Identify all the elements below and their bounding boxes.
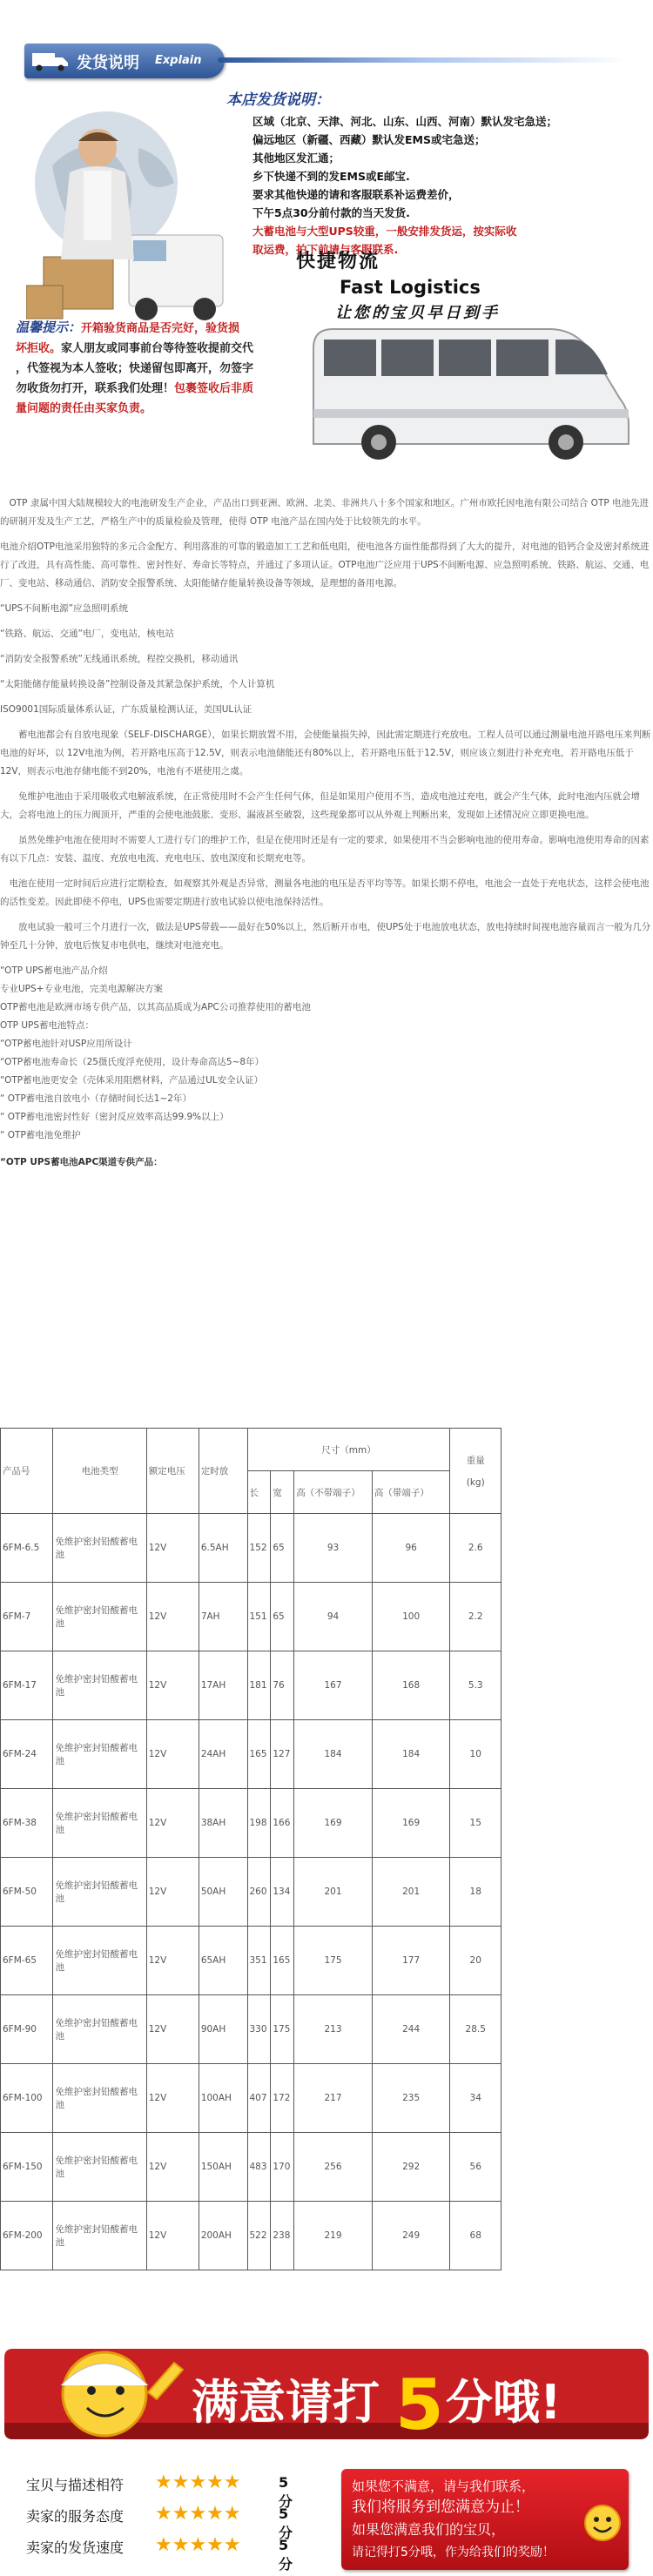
cell-weight: 28.5 <box>450 1995 502 2064</box>
cell-weight: 15 <box>450 1789 502 1858</box>
cell-height-no-term: 93 <box>294 1514 373 1583</box>
cell-height-term: 244 <box>372 1995 450 2064</box>
cell-voltage: 12V <box>146 2133 199 2202</box>
shipping-line: 要求其他快递的请和客服联系补运费差价， <box>252 188 460 201</box>
cell-type: 免维护密封铅酸蓄电池 <box>53 2133 146 2202</box>
cell-length: 351 <box>247 1927 271 1995</box>
cell-type: 免维护密封铅酸蓄电池 <box>53 1514 146 1583</box>
cell-height-term: 100 <box>372 1583 450 1651</box>
cell-height-no-term: 167 <box>294 1651 373 1720</box>
intro-line: 专业UPS+专业电池，完美电源解决方案 <box>0 984 163 994</box>
warm-tip-text: 坏拒收。 <box>16 342 62 355</box>
cell-weight: 2.6 <box>450 1514 502 1583</box>
van-illustration <box>305 322 636 461</box>
th-type: 电池类型 <box>53 1429 146 1514</box>
cell-width: 127 <box>271 1720 294 1789</box>
cell-height-no-term: 175 <box>294 1927 373 1995</box>
courier-illustration <box>26 87 226 331</box>
cell-type: 免维护密封铅酸蓄电池 <box>53 1651 146 1720</box>
rating-label: 卖家的服务态度 <box>26 2508 125 2525</box>
warm-tip-text: 开箱验货商品是否完好，验货损 <box>81 322 240 335</box>
cell-height-no-term: 94 <box>294 1583 373 1651</box>
cell-model: 6FM-90 <box>1 1995 53 2064</box>
cell-type: 免维护密封铅酸蓄电池 <box>53 1789 146 1858</box>
cell-height-no-term: 217 <box>294 2064 373 2133</box>
rating-score: 5分 <box>279 2474 293 2510</box>
rating-label: 卖家的发货速度 <box>26 2539 125 2556</box>
cell-width: 238 <box>271 2202 294 2270</box>
cell-length: 152 <box>247 1514 271 1583</box>
th-voltage: 额定电压 <box>146 1429 199 1514</box>
cell-voltage: 12V <box>146 1720 199 1789</box>
cell-height-no-term: 201 <box>294 1858 373 1927</box>
cell-height-no-term: 256 <box>294 2133 373 2202</box>
cell-weight: 18 <box>450 1858 502 1927</box>
th-weight-unit: (kg) <box>466 1477 485 1488</box>
shipping-line: 大蓄电池与大型UPS较重，一般安排发货运，按实际收 <box>252 225 517 238</box>
intro-line: OTP UPS蓄电池特点： <box>0 1020 95 1031</box>
intro-paragraph: 电池在使用一定时间后应进行定期检查，如观察其外观是否异常，测量各电池的电压是否平均等等。如果长期不停电，电池会一直处于充电状态，这样会使电池的活性变差。因此即使不停电，UPS也需要定期进行放电试验以使电池保持活性。 <box>0 878 650 907</box>
cell-length: 483 <box>247 2133 271 2202</box>
table-row <box>1 1789 502 1858</box>
intro-line: “OTP蓄电池针对USP应用所设计 <box>0 1039 132 1049</box>
rating-banner <box>0 2331 653 2453</box>
th-weight <box>450 1429 502 1514</box>
cell-height-no-term: 169 <box>294 1789 373 1858</box>
banner-text-a: 满意请打 <box>192 2375 380 2430</box>
cell-length: 407 <box>247 2064 271 2133</box>
warm-tip-text: ，代签视为本人签收；快递留包即离开，勿签字 <box>16 362 254 375</box>
shipping-line: 偏远地区（新疆、西藏）默认发EMS或宅急送； <box>252 133 486 146</box>
cell-model: 6FM-24 <box>1 1720 53 1789</box>
cell-capacity: 150AH <box>199 2133 247 2202</box>
cell-type: 免维护密封铅酸蓄电池 <box>53 2202 146 2270</box>
cell-model: 6FM-17 <box>1 1651 53 1720</box>
cell-height-term: 249 <box>372 2202 450 2270</box>
header-divider <box>218 57 627 63</box>
cell-length: 522 <box>247 2202 271 2270</box>
cell-length: 151 <box>247 1583 271 1651</box>
cell-model: 6FM-50 <box>1 1858 53 1927</box>
cell-width: 134 <box>271 1858 294 1927</box>
table-row <box>1 2202 502 2270</box>
cell-type: 免维护密封铅酸蓄电池 <box>53 1995 146 2064</box>
cell-weight: 2.2 <box>450 1583 502 1651</box>
rating-stars-icon: ★★★★★ <box>155 2534 241 2556</box>
cell-type: 免维护密封铅酸蓄电池 <box>53 1720 146 1789</box>
cell-type: 免维护密封铅酸蓄电池 <box>53 1858 146 1927</box>
intro-line: “ OTP蓄电池自放电小（存储时间长达1~2年） <box>0 1093 192 1104</box>
cell-weight: 10 <box>450 1720 502 1789</box>
banner-number: 5 <box>395 2364 444 2445</box>
rating-score: 5分 <box>279 2537 293 2573</box>
logistics-en: Fast Logistics <box>340 277 481 298</box>
intro-line: “ OTP蓄电池密封性好（密封反应效率高达99.9%以上） <box>0 1112 229 1122</box>
cell-length: 165 <box>247 1720 271 1789</box>
battery-spec-table <box>0 1428 502 2270</box>
intro-paragraph: “太阳能储存能量转换设备”控制设备及其紧急保护系统，个人计算机 <box>0 679 275 689</box>
cell-height-term: 184 <box>372 1720 450 1789</box>
cell-length: 181 <box>247 1651 271 1720</box>
cell-capacity: 24AH <box>199 1720 247 1789</box>
cell-voltage: 12V <box>146 1583 199 1651</box>
cell-length: 330 <box>247 1995 271 2064</box>
header-badge <box>24 44 225 78</box>
cell-width: 166 <box>271 1789 294 1858</box>
intro-paragraph: 免维护电池由于采用吸收式电解液系统，在正常使用时不会产生任何气体，但是如果用户使用不当，造成电池过充电，就会产生气体，此时电池内压就会增大，会将电池上的压力阀顶开，严重的会使电池鼓胀、变形、漏液甚至破裂，这些现象都可以从外观上判断出来，发现如上述情况应立即更换电池。 <box>0 791 640 820</box>
intro-paragraph: 电池介绍OTP电池采用独特的多元合金配方、利用落准的可靠的锻造加工工艺和低电阻，使电池各方面性能都得到了大大的提升，对电池的铅钙合金及密封系统进行了改进，具有高性能、高可靠性、密封性好、寿命长等特点，并通过了多项认证。OTP电池广泛应用于UPS不间断电源、应急照明系统、铁路、航运、交通、电厂、变电站、移动通信、消防安全报警系统、太阳能储存能量转换设备等领域，是理想的备用电源。 <box>0 541 650 589</box>
th-weight-label: 重量 <box>466 1456 485 1466</box>
th-size: 尺寸（mm） <box>247 1429 450 1471</box>
intro-paragraph: “消防安全报警系统”无线通讯系统，程控交换机，移动通讯 <box>0 654 239 664</box>
cell-weight: 68 <box>450 2202 502 2270</box>
cell-type: 免维护密封铅酸蓄电池 <box>53 1583 146 1651</box>
shipping-heading: 本店发货说明： <box>226 91 330 109</box>
cell-capacity: 50AH <box>199 1858 247 1927</box>
cell-height-term: 168 <box>372 1651 450 1720</box>
th-capacity: 定时放 <box>199 1429 247 1514</box>
message-line: 如果您满意我们的宝贝， <box>352 2521 506 2538</box>
logistics-cn: 快捷物流 <box>296 250 380 272</box>
cell-voltage: 12V <box>146 2064 199 2133</box>
rating-score: 5分 <box>279 2505 293 2541</box>
cell-voltage: 12V <box>146 2202 199 2270</box>
intro-line: “OTP蓄电池寿命长（25摄氏度浮充使用，设计寿命高达5~8年） <box>0 1057 265 1067</box>
table-row <box>1 1995 502 2064</box>
cell-capacity: 100AH <box>199 2064 247 2133</box>
cell-height-term: 292 <box>372 2133 450 2202</box>
cell-height-term: 169 <box>372 1789 450 1858</box>
cell-height-term: 201 <box>372 1858 450 1927</box>
intro-line: “ OTP蓄电池免维护 <box>0 1130 81 1140</box>
table-row <box>1 1720 502 1789</box>
table-row <box>1 1858 502 1927</box>
cell-type: 免维护密封铅酸蓄电池 <box>53 1927 146 1995</box>
intro-paragraph: “铁路、航运、交通”电厂，变电站，核电站 <box>0 629 174 639</box>
cell-model: 6FM-6.5 <box>1 1514 53 1583</box>
cell-capacity: 200AH <box>199 2202 247 2270</box>
rating-stars-icon: ★★★★★ <box>155 2503 241 2525</box>
shipping-notice <box>226 87 618 259</box>
intro-paragraph: ISO9001国际质量体系认证，广东质量检测认证，美国UL认证 <box>0 704 252 715</box>
cell-voltage: 12V <box>146 1858 199 1927</box>
warm-tip-text: 家人朋友或同事前台等待签收提前交代 <box>61 342 254 355</box>
table-row <box>1 1927 502 1995</box>
intro-paragraph: “UPS不间断电源”应急照明系统 <box>0 603 129 614</box>
intro-paragraph: 蓄电池都会有自放电现象（SELF-DISCHARGE），如果长期放置不用，会使能量损失掉，因此需定期进行充放电。工程人员可以通过测量电池开路电压来判断电池的好坏，以 12V电池为例，若开路电压高于12.5V，则表示电池储能还有80%以上，若开路电压低于12.5V，则应该立刻进行补充充电，若开路电压低于12V，则表示电池存储电能不到20%，电池有不堪使用之虞。 <box>0 730 651 777</box>
cell-height-term: 177 <box>372 1927 450 1995</box>
th-height-no-term: 高（不带端子） <box>294 1471 373 1514</box>
cell-model: 6FM-65 <box>1 1927 53 1995</box>
cell-height-term: 96 <box>372 1514 450 1583</box>
message-line: 如果您不满意，请与我们联系， <box>352 2478 535 2494</box>
intro-line: “OTP UPS蓄电池产品介绍 <box>0 965 108 976</box>
shipping-line: 取运费，拍下前请与客服联系. <box>252 243 399 256</box>
cell-width: 65 <box>271 1514 294 1583</box>
message-line: 我们将服务到您满意为止！ <box>352 2499 529 2516</box>
shipping-header <box>0 0 653 87</box>
rating-label: 宝贝与描述相符 <box>26 2477 125 2493</box>
cell-capacity: 65AH <box>199 1927 247 1995</box>
cell-voltage: 12V <box>146 1789 199 1858</box>
cell-height-no-term: 219 <box>294 2202 373 2270</box>
th-model: 产品号 <box>1 1429 53 1514</box>
cell-height-no-term: 184 <box>294 1720 373 1789</box>
table-row <box>1 2064 502 2133</box>
logistics-slogan: 让您的宝贝早日到手 <box>335 304 500 322</box>
table-row <box>1 1651 502 1720</box>
shipping-line: 下午5点30分前付款的当天发货. <box>252 206 410 219</box>
cell-model: 6FM-38 <box>1 1789 53 1858</box>
truck-icon <box>31 50 70 71</box>
warm-tip-text: 包裹签收后非质 <box>174 382 254 395</box>
cell-voltage: 12V <box>146 1995 199 2064</box>
table-caption: “OTP UPS蓄电池APC渠道专供产品： <box>0 1157 163 1167</box>
cell-weight: 56 <box>450 2133 502 2202</box>
warm-tip-text: 勿收货勿打开，联系我们处理！ <box>16 382 175 395</box>
intro-line: “OTP蓄电池更安全（壳体采用阻燃材料，产品通过UL安全认证） <box>0 1075 264 1086</box>
message-line: 请记得打5分哦，作为给我们的奖励！ <box>352 2546 555 2559</box>
cell-width: 175 <box>271 1995 294 2064</box>
intro-line: OTP蓄电池是欧洲市场专供产品，以其高品质成为APC公司推荐使用的蓄电池 <box>0 1002 311 1012</box>
th-length: 长 <box>247 1471 271 1514</box>
cell-type: 免维护密封铅酸蓄电池 <box>53 2064 146 2133</box>
cell-model: 6FM-150 <box>1 2133 53 2202</box>
cell-length: 260 <box>247 1858 271 1927</box>
cell-model: 6FM-100 <box>1 2064 53 2133</box>
intro-paragraph: 虽然免维护电池在使用时不需要人工进行专门的维护工作，但是在使用时还是有一定的要求，如果使用不当会影响电池的使用寿命。影响电池使用寿命的因素有以下几点：安装、温度、充放电电流、充电电压、放电深度和长期充电等。 <box>0 835 650 864</box>
cell-width: 65 <box>271 1583 294 1651</box>
cell-voltage: 12V <box>146 1651 199 1720</box>
cell-capacity: 17AH <box>199 1651 247 1720</box>
shipping-line: 其他地区发汇通； <box>252 151 340 165</box>
warm-tip-text: 量问题的责任由买家负责。 <box>16 402 152 415</box>
table-row <box>1 2133 502 2202</box>
cell-height-term: 235 <box>372 2064 450 2133</box>
table-row <box>1 1514 502 1583</box>
cell-capacity: 90AH <box>199 1995 247 2064</box>
cell-model: 6FM-200 <box>1 2202 53 2270</box>
warm-tip <box>16 318 286 419</box>
cell-width: 76 <box>271 1651 294 1720</box>
intro-paragraph: 放电试验一般可三个月进行一次，做法是UPS带载——最好在50%以上，然后断开市电，使UPS处于电池放电状态，放电持续时间视电池容量而言一般为几分钟至几十分钟，放电后恢复市电供电，继续对电池充电。 <box>0 922 651 951</box>
banner-text-b: 分哦! <box>446 2375 562 2430</box>
th-height-term: 高（带端子） <box>372 1471 450 1514</box>
cell-width: 170 <box>271 2133 294 2202</box>
cell-capacity: 38AH <box>199 1789 247 1858</box>
cell-voltage: 12V <box>146 1514 199 1583</box>
cell-capacity: 6.5AH <box>199 1514 247 1583</box>
cell-length: 198 <box>247 1789 271 1858</box>
cell-weight: 20 <box>450 1927 502 1995</box>
cell-voltage: 12V <box>146 1927 199 1995</box>
rating-stars-icon: ★★★★★ <box>155 2472 241 2493</box>
table-row <box>1 1583 502 1651</box>
cell-weight: 34 <box>450 2064 502 2133</box>
warm-tip-heading: 温馨提示： <box>16 319 82 335</box>
cell-capacity: 7AH <box>199 1583 247 1651</box>
shipping-line: 乡下快递不到的发EMS或E邮宝. <box>252 170 410 183</box>
product-intro <box>0 494 653 1172</box>
satisfaction-message <box>341 2469 629 2570</box>
cell-width: 165 <box>271 1927 294 1995</box>
cell-height-no-term: 213 <box>294 1995 373 2064</box>
cell-width: 172 <box>271 2064 294 2133</box>
header-title-en: Explain <box>155 54 202 67</box>
cell-weight: 5.3 <box>450 1651 502 1720</box>
th-width: 宽 <box>271 1471 294 1514</box>
header-title: 发货说明 <box>77 54 139 72</box>
shipping-line: 区域（北京、天津、河北、山东、山西、河南）默认发宅急送； <box>252 115 558 128</box>
cell-model: 6FM-7 <box>1 1583 53 1651</box>
intro-paragraph: OTP 隶属中国大陆规模较大的电池研发生产企业，产品出口到亚洲、欧洲、北美、非洲共八十多个国家和地区。广州市欧托因电池有限公司结合 OTP 电池先进的研制开发及生产工艺，严格生产中的质量检验及管理，使得 OTP 电池产品在国内处于比较领先的水平。 <box>0 498 650 527</box>
smiley-icon <box>583 2504 622 2542</box>
